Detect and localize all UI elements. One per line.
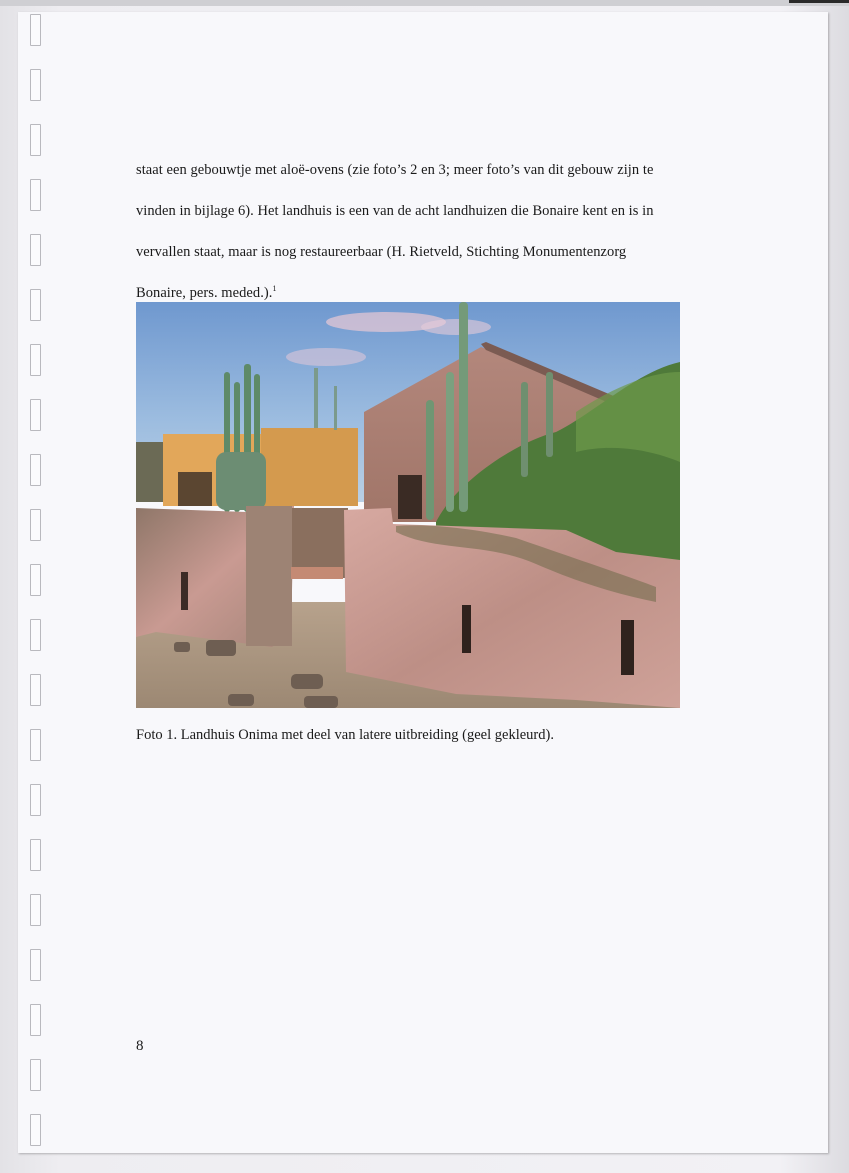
binding-hole	[30, 1004, 41, 1036]
binding-hole	[30, 234, 41, 266]
binding-hole	[30, 949, 41, 981]
binding-hole	[30, 289, 41, 321]
house-doorway	[398, 475, 422, 519]
binding-hole	[30, 14, 41, 46]
binding-hole	[30, 564, 41, 596]
binding-hole	[30, 674, 41, 706]
wall-window	[181, 572, 188, 610]
body-line: staat een gebouwtje met aloë-ovens (zie foto’s 2 en 3; meer foto’s van dit gebouw zijn te	[136, 162, 654, 178]
body-paragraph	[136, 150, 696, 314]
binding-holes	[30, 14, 44, 1164]
distant-shed	[136, 442, 164, 502]
scan-top-edge	[0, 0, 849, 6]
binding-hole	[30, 1059, 41, 1091]
cloud	[421, 319, 491, 335]
body-line: vervallen staat, maar is nog restaureerbaar (H. Rietveld, Stichting Monumentenzorg	[136, 244, 627, 260]
binding-hole	[30, 894, 41, 926]
cloud	[286, 348, 366, 366]
figure-caption: Foto 1. Landhuis Onima met deel van latere uitbreiding (geel gekleurd).	[136, 727, 554, 743]
binding-hole	[30, 729, 41, 761]
binding-hole	[30, 1114, 41, 1146]
binding-hole	[30, 839, 41, 871]
wall-window	[462, 605, 471, 653]
body-line: Bonaire, pers. meded.).	[136, 285, 273, 301]
landhuis-photo	[136, 302, 680, 708]
binding-hole	[30, 399, 41, 431]
binding-hole	[30, 619, 41, 651]
wall-window	[621, 620, 634, 675]
binding-hole	[30, 784, 41, 816]
binding-hole	[30, 509, 41, 541]
binding-hole	[30, 454, 41, 486]
ruin-bench	[291, 567, 343, 579]
footnote-marker: 1	[272, 284, 277, 294]
body-line: vinden in bijlage 6). Het landhuis is een van de acht landhuizen die Bonaire kent en is in	[136, 203, 654, 219]
binding-hole	[30, 344, 41, 376]
ruin-pillar	[246, 506, 292, 646]
binding-hole	[30, 69, 41, 101]
page-number: 8	[136, 1038, 144, 1054]
yellow-extension-shade	[261, 428, 358, 506]
yellow-door	[178, 472, 212, 506]
binding-hole	[30, 179, 41, 211]
binding-hole	[30, 124, 41, 156]
